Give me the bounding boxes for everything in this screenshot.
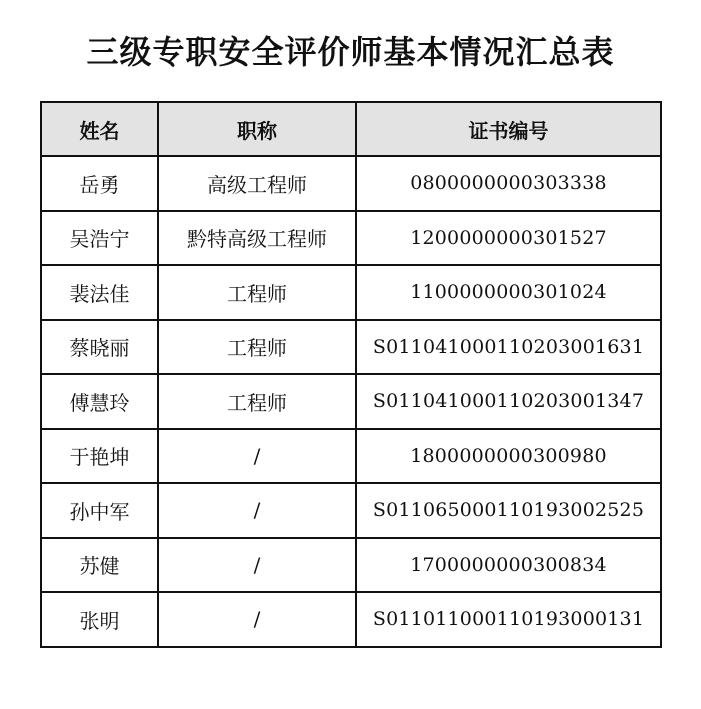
table-row <box>41 265 661 320</box>
page-title: 三级专职安全评价师基本情况汇总表 <box>86 33 615 71</box>
table-row <box>41 538 661 593</box>
cell-name: 于艳坤 <box>41 429 158 484</box>
header-cert-number: 证书编号 <box>356 102 661 156</box>
cell-name: 裴法佳 <box>41 265 158 320</box>
cell-title: / <box>158 592 356 647</box>
cell-title: 工程师 <box>158 320 356 375</box>
cell-cert-number: 0800000000303338 <box>356 156 661 211</box>
cell-title: 黔特高级工程师 <box>158 211 356 266</box>
header-title: 职称 <box>158 102 356 156</box>
cell-title: / <box>158 429 356 484</box>
cell-name: 张明 <box>41 592 158 647</box>
table-row <box>41 156 661 211</box>
cell-name: 孙中军 <box>41 483 158 538</box>
cell-name: 傅慧玲 <box>41 374 158 429</box>
cell-name: 苏健 <box>41 538 158 593</box>
cell-name: 蔡晓丽 <box>41 320 158 375</box>
cell-cert-number: 1800000000300980 <box>356 429 661 484</box>
table-row <box>41 211 661 266</box>
cell-cert-number: S011041000110203001347 <box>356 374 661 429</box>
cell-title: / <box>158 538 356 593</box>
cell-cert-number: 1700000000300834 <box>356 538 661 593</box>
cell-title: 高级工程师 <box>158 156 356 211</box>
table-row <box>41 320 661 375</box>
header-name: 姓名 <box>41 102 158 156</box>
table-row <box>41 483 661 538</box>
cell-name: 吴浩宁 <box>41 211 158 266</box>
cell-title: / <box>158 483 356 538</box>
table-row <box>41 429 661 484</box>
table-header-row <box>41 102 661 156</box>
cell-title: 工程师 <box>158 374 356 429</box>
cell-cert-number: 1200000000301527 <box>356 211 661 266</box>
summary-table <box>40 101 662 648</box>
cell-cert-number: 1100000000301024 <box>356 265 661 320</box>
cell-title: 工程师 <box>158 265 356 320</box>
cell-cert-number: S011041000110203001631 <box>356 320 661 375</box>
cell-cert-number: S011011000110193000131 <box>356 592 661 647</box>
cell-name: 岳勇 <box>41 156 158 211</box>
table-row <box>41 592 661 647</box>
cell-cert-number: S011065000110193002525 <box>356 483 661 538</box>
table-row <box>41 374 661 429</box>
